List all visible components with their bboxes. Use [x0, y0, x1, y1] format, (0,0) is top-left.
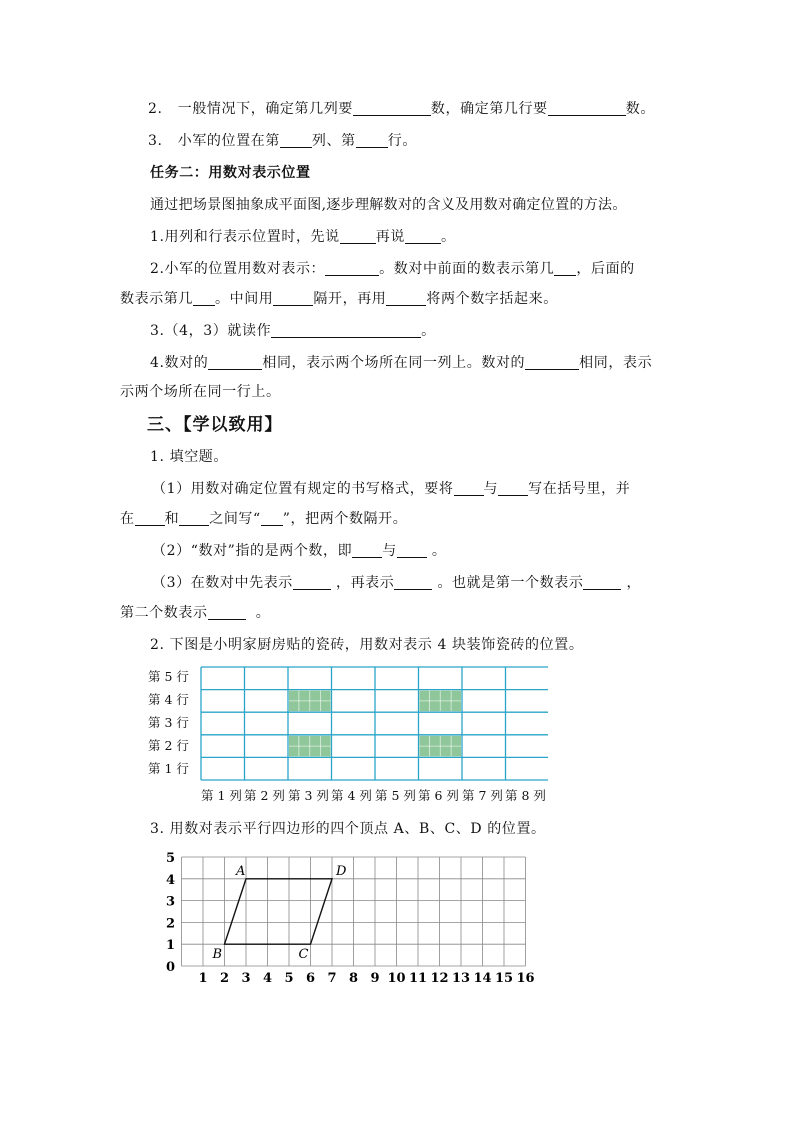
x-tick-label: 7 [327, 971, 337, 986]
x-tick-label: 14 [473, 971, 492, 986]
answer-blank[interactable] [394, 575, 432, 590]
task2-item4: 4.数对的 相同，表示两个场所在同一列上。数对的 相同，表示 [150, 355, 653, 371]
task2-item3: 3.（4，3）就读作 。 [150, 323, 436, 339]
answer-blank[interactable] [273, 291, 313, 306]
x-tick-label: 3 [241, 971, 251, 986]
parallelogram [225, 879, 333, 944]
task2-item2-cont: 数表示第几 。中间用 隔开，再用 将两个数字括起来。 [120, 291, 558, 307]
answer-blank[interactable] [208, 355, 262, 370]
answer-blank[interactable] [325, 261, 379, 276]
x-tick-label: 6 [305, 971, 316, 986]
answer-blank[interactable] [208, 605, 246, 620]
decorative-tile [289, 736, 331, 757]
section3-p3: （3）在数对中先表示 ，再表示 。也就是第一个数表示 ， [152, 575, 642, 591]
section3-q1: 1. 填空题。 [150, 449, 229, 465]
y-tick-label: 1 [166, 938, 176, 954]
vertex-label: C [298, 947, 309, 963]
row-label: 第 2 行 [148, 738, 189, 753]
decorative-tile [289, 691, 331, 712]
col-label: 第 1 列 [201, 788, 242, 803]
x-tick-label: 11 [408, 971, 428, 986]
answer-blank[interactable] [179, 511, 209, 526]
section3-q3: 3. 用数对表示平行四边形的四个顶点 A、B、C、D 的位置。 [150, 821, 546, 837]
y-tick-label: 4 [166, 872, 176, 888]
answer-blank[interactable] [293, 575, 331, 590]
x-tick-label: 4 [262, 971, 273, 986]
col-label: 第 6 列 [418, 788, 459, 803]
parallelogram-coordinate-grid [160, 848, 560, 988]
answer-blank[interactable] [193, 291, 215, 306]
x-tick-label: 5 [284, 971, 294, 986]
row-label: 第 5 行 [148, 669, 189, 684]
answer-blank[interactable] [271, 323, 421, 338]
vertex-label: A [236, 863, 246, 879]
x-tick-label: 15 [494, 971, 514, 986]
x-tick-label: 9 [370, 971, 380, 986]
answer-blank[interactable] [386, 291, 426, 306]
x-tick-label: 13 [451, 971, 471, 986]
decorative-tile [420, 736, 462, 757]
y-tick-label: 3 [166, 894, 176, 910]
x-tick-label: 12 [430, 971, 449, 986]
col-label: 第 7 列 [462, 788, 503, 803]
y-tick-label: 2 [166, 916, 176, 932]
vertex-label: D [336, 863, 347, 879]
answer-blank[interactable] [261, 511, 283, 526]
y-tick-label: 0 [166, 960, 176, 975]
x-tick-label: 8 [348, 971, 359, 986]
answer-blank[interactable] [498, 481, 528, 496]
answer-blank[interactable] [548, 101, 626, 116]
col-label: 第 4 列 [331, 788, 372, 803]
decorative-tile [420, 691, 462, 712]
col-label: 第 5 列 [375, 788, 416, 803]
section3-p2: （2）“数对”指的是两个数，即 与 。 [152, 543, 447, 559]
answer-blank[interactable] [356, 133, 388, 148]
x-tick-label: 16 [516, 971, 535, 986]
row-label: 第 3 行 [148, 715, 189, 730]
task2-item1: 1.用列和行表示位置时，先说 再说 。 [150, 229, 456, 245]
row-label: 第 4 行 [148, 692, 189, 707]
x-tick-label: 2 [219, 971, 230, 986]
vertex-label: B [212, 947, 223, 963]
task2-title: 任务二：用数对表示位置 [150, 165, 311, 181]
q2-fill-line: 2. 一般情况下，确定第几列要 数，确定第几行要 数。 [148, 101, 655, 117]
answer-blank[interactable] [525, 355, 579, 370]
answer-blank[interactable] [353, 101, 431, 116]
section3-p1-cont: 在 和 之间写“ ”，把两个数隔开。 [120, 511, 408, 527]
answer-blank[interactable] [352, 543, 382, 558]
answer-blank[interactable] [397, 543, 427, 558]
section3-title: 三、【学以致用】 [147, 415, 283, 435]
answer-blank[interactable] [405, 229, 441, 244]
section3-q2: 2. 下图是小明家厨房贴的瓷砖，用数对表示 4 块装饰瓷砖的位置。 [150, 637, 584, 653]
q3-fill-line: 3. 小军的位置在第 列、第 行。 [148, 133, 417, 149]
section3-p1: （1）用数对确定位置有规定的书写格式，要将 与 写在括号里，并 [152, 481, 631, 497]
col-label: 第 3 列 [288, 788, 329, 803]
answer-blank[interactable] [135, 511, 165, 526]
answer-blank[interactable] [454, 481, 484, 496]
task2-item4-cont: 示两个场所在同一行上。 [120, 384, 281, 400]
row-label: 第 1 行 [148, 761, 189, 776]
answer-blank[interactable] [280, 133, 312, 148]
answer-blank[interactable] [583, 575, 621, 590]
kitchen-tile-grid [200, 666, 548, 782]
answer-blank[interactable] [554, 261, 576, 276]
col-label: 第 8 列 [505, 788, 546, 803]
y-tick-label: 5 [166, 851, 176, 866]
col-label: 第 2 列 [244, 788, 285, 803]
section3-p3-cont: 第二个数表示 。 [120, 605, 271, 621]
x-tick-label: 1 [198, 971, 208, 986]
answer-blank[interactable] [340, 229, 376, 244]
task2-intro: 通过把场景图抽象成平面图,逐步理解数对的含义及用数对确定位置的方法。 [150, 197, 627, 213]
x-tick-label: 10 [387, 971, 406, 986]
task2-item2: 2.小军的位置用数对表示： 。数对中前面的数表示第几 ，后面的 [150, 261, 635, 277]
